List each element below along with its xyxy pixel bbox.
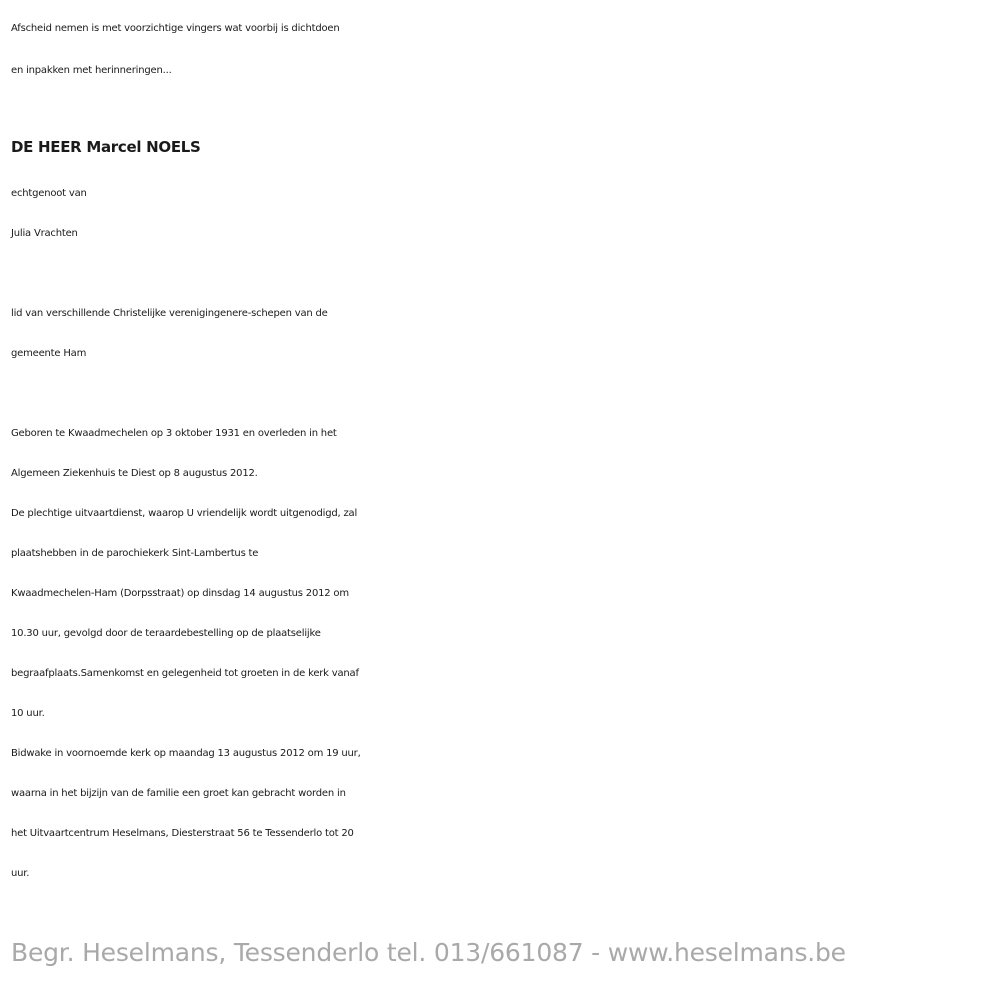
details-line: begraafplaats.Samenkomst en gelegenheid tot groeten in de kerk vanaf xyxy=(11,668,359,679)
details-line: Algemeen Ziekenhuis te Diest op 8 augustus 2012. xyxy=(11,468,258,479)
spacer xyxy=(11,254,991,294)
obituary-notice xyxy=(11,8,991,894)
membership xyxy=(11,294,991,374)
motto xyxy=(11,8,991,92)
details-line: Kwaadmechelen-Ham (Dorpsstraat) op dinsdag 14 augustus 2012 om xyxy=(11,588,349,599)
details-line: Geboren te Kwaadmechelen op 3 oktober 1931 en overleden in het xyxy=(11,428,337,439)
motto-line-2: en inpakken met herinneringen... xyxy=(11,65,172,76)
relation-label: echtgenoot van xyxy=(11,188,87,199)
membership-line-2: gemeente Ham xyxy=(11,348,87,359)
details-line: plaatshebben in de parochiekerk Sint-Lambertus te xyxy=(11,548,259,559)
details-line: uur. xyxy=(11,868,30,879)
deceased-name: DE HEER Marcel NOELS xyxy=(11,138,201,156)
details-line: 10 uur. xyxy=(11,708,45,719)
spacer xyxy=(11,374,991,414)
funeral-home-footer: Begr. Heselmans, Tessenderlo tel. 013/661087 - www.heselmans.be xyxy=(11,938,846,967)
details-line: 10.30 uur, gevolgd door de teraardebestelling op de plaatselijke xyxy=(11,628,321,639)
membership-line-1: lid van verschillende Christelijke verenigingenere-schepen van de xyxy=(11,308,328,319)
details-line: waarna in het bijzijn van de familie een groet kan gebracht worden in xyxy=(11,788,346,799)
spouse-name: Julia Vrachten xyxy=(11,228,78,239)
details-line: Bidwake in voornoemde kerk op maandag 13 augustus 2012 om 19 uur, xyxy=(11,748,361,759)
details-line: het Uitvaartcentrum Heselmans, Diesterstraat 56 te Tessenderlo tot 20 xyxy=(11,828,354,839)
motto-line-1: Afscheid nemen is met voorzichtige vingers wat voorbij is dichtdoen xyxy=(11,23,340,34)
details xyxy=(11,414,991,894)
details-line: De plechtige uitvaartdienst, waarop U vriendelijk wordt uitgenodigd, zal xyxy=(11,508,358,519)
